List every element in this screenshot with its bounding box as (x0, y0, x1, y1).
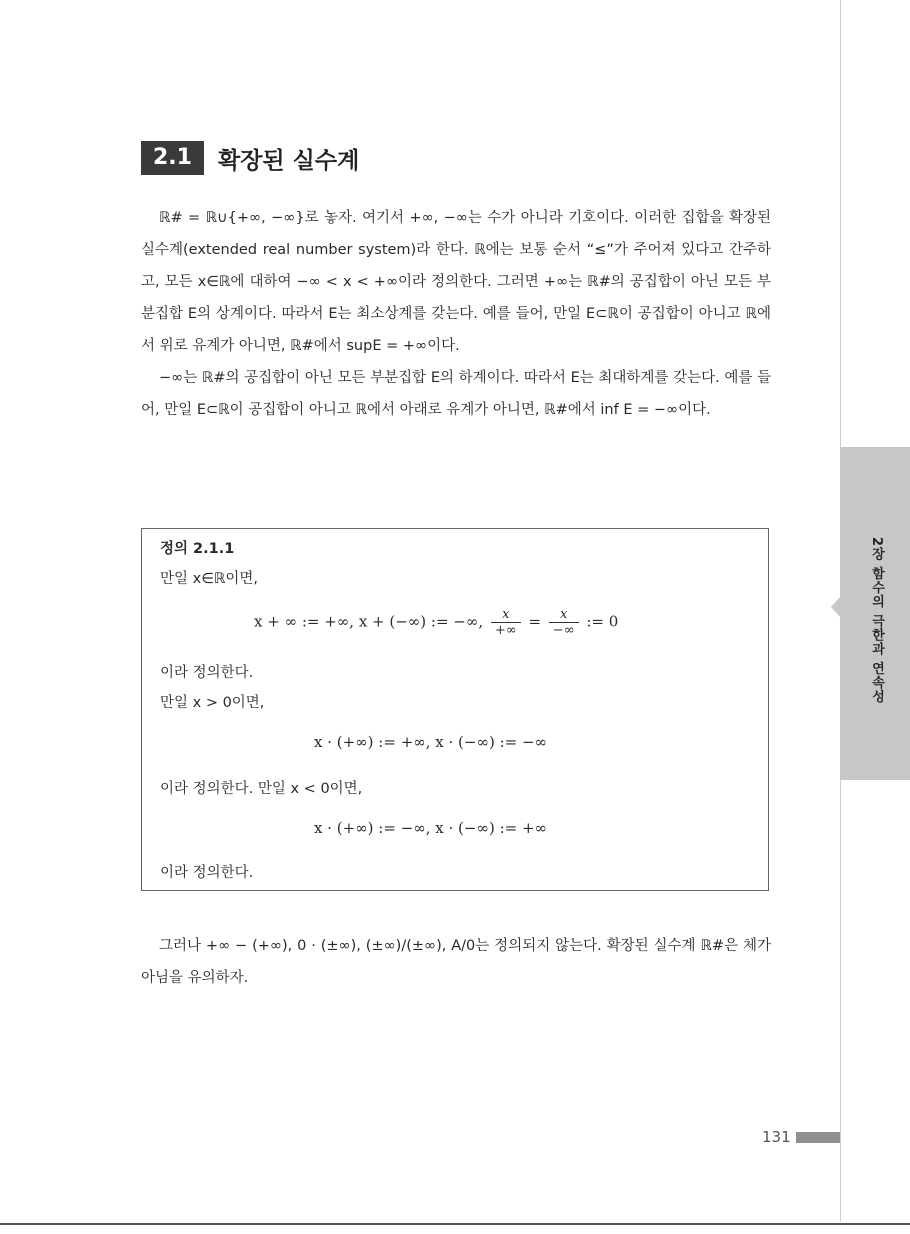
chapter-side-tab (840, 447, 910, 780)
fraction-2-numerator: x (549, 607, 579, 623)
body-text (141, 202, 771, 426)
fraction-2-denominator: −∞ (552, 623, 575, 638)
definition-line-2: 이라 정의한다. (160, 665, 254, 681)
section-number: 2.1 (141, 141, 204, 175)
equation-2: x · (+∞) := +∞, x · (−∞) := −∞ (314, 733, 548, 751)
fraction-1-denominator: +∞ (494, 623, 517, 638)
equation-1-end: := 0 (586, 612, 619, 631)
equation-1-part-a: x + ∞ := +∞, x + (−∞) := −∞, (254, 612, 484, 631)
fraction-2 (549, 607, 579, 638)
page-number-bar (796, 1132, 840, 1143)
definition-title: 정의 2.1.1 (160, 541, 235, 557)
side-tab-notch (831, 597, 840, 617)
closing-paragraph: 그러나 +∞ − (+∞), 0 · (±∞), (±∞)/(±∞), A/0는 정의되지 않는다. 확장된 실수계 ℝ#은 체가 아님을 유의하자. (141, 938, 771, 986)
section-header (141, 140, 359, 176)
bottom-rule (0, 1223, 910, 1225)
section-title: 확장된 실수계 (217, 147, 360, 174)
chapter-label: 2장 함수의 극한과 연속성 (869, 537, 884, 704)
equation-3: x · (+∞) := −∞, x · (−∞) := +∞ (314, 819, 548, 837)
closing-text (141, 930, 771, 994)
equation-1-equals: = (528, 612, 542, 631)
fraction-1-numerator: x (491, 607, 521, 623)
paragraph-2: −∞는 ℝ#의 공집합이 아닌 모든 부분집합 E의 하계이다. 따라서 E는 최대하계를 갖는다. 예를 들어, 만일 E⊂ℝ이 공집합이 아니고 ℝ에서 아래로 유계가 아니면, ℝ#에서 inf E = −∞이다. (141, 370, 771, 418)
definition-line-3: 만일 x > 0이면, (160, 695, 265, 711)
fraction-1 (491, 607, 521, 638)
paragraph-1: ℝ# = ℝ∪{+∞, −∞}로 놓자. 여기서 +∞, −∞는 수가 아니라 기호이다. 이러한 집합을 확장된 실수계(extended real number system)라 한다. ℝ에는 보통 순서 “≤”가 주어져 있다고 간주하고, 모든 x∈ℝ에 대하여 −∞ < x < +∞이라 정의한다. 그러면 +∞는 ℝ#의 공집합이 아닌 모든 부분집합 E의 상계이다. 따라서 E는 최소상계를 갖는다. 예를 들어, 만일 E⊂ℝ이 공집합이 아니고 ℝ에서 위로 유계가 아니면, ℝ#에서 supE = +∞이다. (141, 210, 771, 354)
definition-box (141, 528, 769, 891)
definition-line-1: 만일 x∈ℝ이면, (160, 571, 258, 587)
definition-line-5: 이라 정의한다. (160, 865, 254, 881)
equation-1 (254, 607, 618, 638)
definition-line-4: 이라 정의한다. 만일 x < 0이면, (160, 781, 363, 797)
page-number: 131 (762, 1128, 791, 1146)
